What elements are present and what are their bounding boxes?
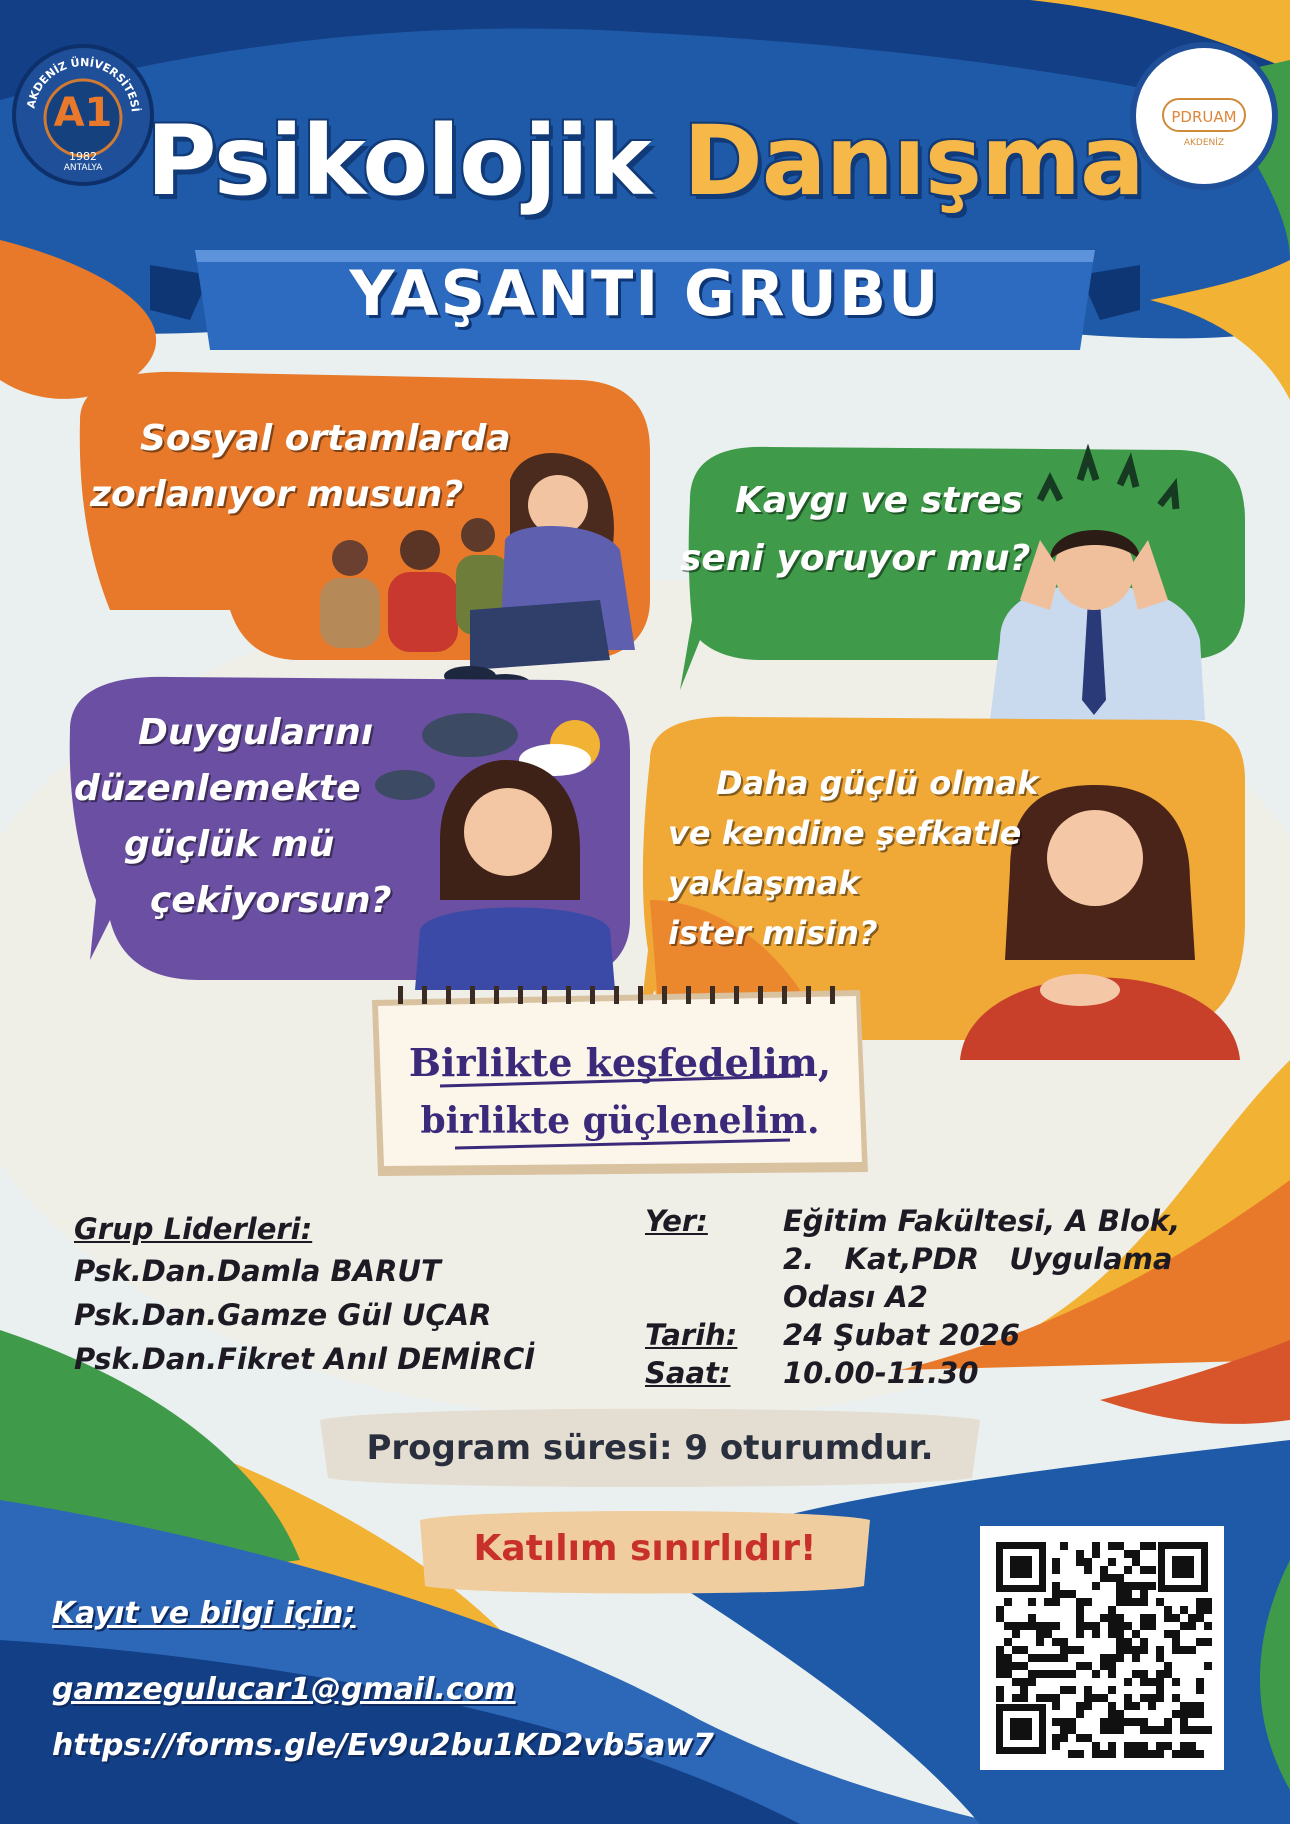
place-line-1: Eğitim Fakültesi, A Blok, <box>783 1204 1181 1238</box>
leaders-heading: Grup Liderleri: <box>74 1212 313 1246</box>
bubble-1-line-2: zorlanıyor musun? <box>90 474 464 515</box>
place-line-2: 2. Kat,PDR Uygulama <box>783 1242 1173 1276</box>
pdruam-label: PDRUAM <box>1162 98 1246 132</box>
qr-code-image <box>980 1526 1224 1770</box>
contact-heading: Kayıt ve bilgi için; <box>52 1596 356 1631</box>
bubble-4-line-3: yaklaşmak <box>668 864 860 902</box>
bubble-3-line-1: Duygularını <box>138 712 374 753</box>
limited-participation: Katılım sınırlıdır! <box>473 1528 817 1569</box>
bubble-2-line-1: Kaygı ve stres <box>735 480 1023 521</box>
person-head <box>332 540 368 576</box>
date-label: Tarih: <box>645 1318 738 1352</box>
program-duration: Program süresi: 9 oturumdur. <box>366 1428 934 1468</box>
contact-email[interactable]: gamzegulucar1@gmail.com <box>52 1672 516 1707</box>
pdruam-sub: AKDENİZ <box>1183 138 1225 148</box>
bubble-4-line-1: Daha güçlü olmak <box>716 764 1039 802</box>
leader-name-1: Psk.Dan.Damla BARUT <box>74 1254 441 1288</box>
bubble-3-line-2: düzenlemekte <box>74 768 361 809</box>
logo-city: ANTALYA <box>63 163 103 173</box>
bubble-3-line-4: çekiyorsun? <box>150 880 392 921</box>
contact-form-url[interactable]: https://forms.gle/Ev9u2bu1KD2vb5aw7 <box>52 1728 714 1763</box>
bubble-2-line-2: seni yoruyor mu? <box>680 538 1031 579</box>
date-value: 24 Şubat 2026 <box>783 1318 1020 1352</box>
logo-year: 1982 <box>69 150 97 163</box>
poster-subtitle: YAŞANTI GRUBU <box>349 257 941 330</box>
place-label: Yer: <box>645 1204 708 1238</box>
logo-arc-text: AKDENİZ ÜNİVERSİTESİ <box>24 55 142 113</box>
leader-name-3: Psk.Dan.Fikret Anıl DEMİRCİ <box>74 1342 536 1376</box>
leader-name-2: Psk.Dan.Gamze Gül UÇAR <box>74 1298 492 1332</box>
bubble-1-line-1: Sosyal ortamlarda <box>140 418 511 459</box>
poster-title <box>0 105 1290 217</box>
notepad-line-2: birlikte güçlenelim. <box>420 1100 820 1142</box>
bubble-3-line-3: güçlük mü <box>124 824 335 865</box>
title-word-2: Danışma <box>683 105 1144 217</box>
bubble-4-line-2: ve kendine şefkatle <box>668 814 1022 852</box>
time-value: 10.00-11.30 <box>783 1356 979 1390</box>
notepad-line-1: Birlikte keşfedelim, <box>408 1040 832 1085</box>
time-label: Saat: <box>645 1356 731 1390</box>
title-word-1: Psikolojik <box>146 105 651 217</box>
place-line-3: Odası A2 <box>783 1280 928 1314</box>
bubble-4-line-4: ister misin? <box>668 914 878 952</box>
qr-code[interactable] <box>980 1526 1224 1770</box>
logo-mark: A1 <box>53 90 113 136</box>
